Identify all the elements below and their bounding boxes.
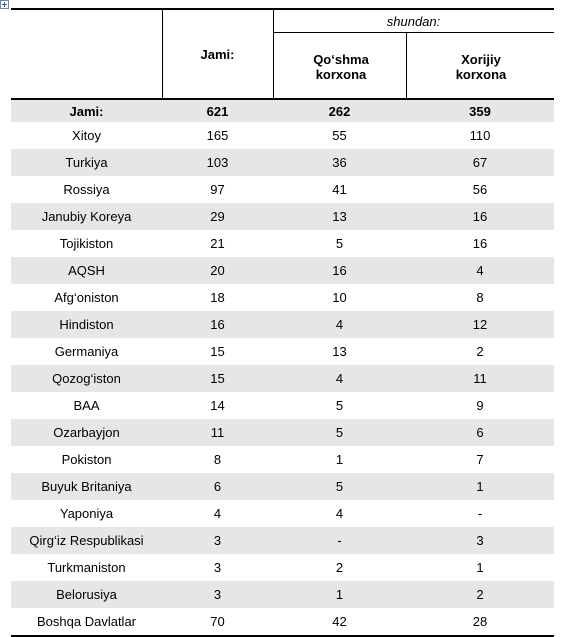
qoshma-cell: 10 bbox=[332, 290, 347, 305]
header-jami: Jami: bbox=[200, 46, 235, 62]
qoshma-cell: 4 bbox=[335, 371, 344, 386]
total-cell: 8 bbox=[213, 452, 222, 467]
xorijiy-cell: 9 bbox=[476, 398, 484, 413]
total-cell: 15 bbox=[210, 371, 225, 386]
header-shundan: shundan: bbox=[386, 13, 441, 29]
xorijiy-cell: 11 bbox=[473, 371, 487, 386]
country-cell: BAA bbox=[73, 398, 100, 413]
table-header bbox=[11, 8, 554, 100]
country-cell: Tojikiston bbox=[59, 236, 114, 251]
table-row bbox=[11, 419, 554, 446]
total-cell: 3 bbox=[213, 533, 222, 548]
country-cell: Germaniya bbox=[54, 344, 119, 359]
xorijiy-cell: 359 bbox=[469, 103, 491, 119]
xorijiy-cell: 7 bbox=[476, 452, 484, 467]
table-row bbox=[11, 365, 554, 392]
total-cell: 97 bbox=[210, 182, 225, 197]
qoshma-cell: 5 bbox=[335, 236, 344, 251]
country-cell: Hindiston bbox=[59, 317, 114, 332]
country-cell: Belorusiya bbox=[56, 587, 117, 602]
country-cell: Janubiy Koreya bbox=[41, 209, 132, 224]
table-row bbox=[11, 446, 554, 473]
total-cell: 14 bbox=[210, 398, 225, 413]
xorijiy-cell: 16 bbox=[472, 209, 488, 224]
qoshma-cell: 1 bbox=[335, 452, 344, 467]
total-cell: 70 bbox=[210, 614, 225, 629]
xorijiy-cell: 67 bbox=[472, 155, 488, 170]
xorijiy-cell: 2 bbox=[476, 587, 484, 602]
country-cell: Yaponiya bbox=[59, 506, 114, 521]
country-cell: AQSH bbox=[68, 263, 105, 278]
total-cell: 3 bbox=[213, 587, 222, 602]
qoshma-cell: - bbox=[337, 533, 342, 548]
country-cell: Pokiston bbox=[61, 452, 112, 467]
country-cell: Jami: bbox=[69, 103, 104, 119]
table-row bbox=[11, 176, 554, 203]
total-cell: 21 bbox=[210, 236, 225, 251]
country-cell: Afg‘oniston bbox=[54, 290, 119, 305]
table-row bbox=[11, 527, 554, 554]
country-cell: Qozog‘iston bbox=[52, 371, 121, 386]
table-total-row bbox=[11, 100, 554, 122]
data-table bbox=[11, 8, 554, 637]
xorijiy-cell: 28 bbox=[472, 614, 488, 629]
country-cell: Ozarbayjon bbox=[53, 425, 120, 440]
qoshma-cell: 4 bbox=[335, 317, 344, 332]
country-cell: Boshqa Davlatlar bbox=[37, 614, 136, 629]
country-cell: Turkmaniston bbox=[47, 560, 126, 575]
xorijiy-cell: 12 bbox=[472, 317, 488, 332]
xorijiy-cell: 1 bbox=[476, 479, 484, 494]
xorijiy-cell: - bbox=[477, 506, 483, 521]
table-row bbox=[11, 122, 554, 149]
table-row bbox=[11, 473, 554, 500]
header-divider bbox=[406, 32, 407, 98]
table-body bbox=[11, 100, 554, 635]
xorijiy-cell: 110 bbox=[469, 128, 491, 143]
qoshma-cell: 42 bbox=[332, 614, 347, 629]
table-row bbox=[11, 257, 554, 284]
xorijiy-cell: 16 bbox=[472, 236, 488, 251]
xorijiy-cell: 8 bbox=[476, 290, 484, 305]
total-cell: 20 bbox=[210, 263, 225, 278]
table-row bbox=[11, 338, 554, 365]
total-cell: 15 bbox=[210, 344, 225, 359]
country-cell: Qirg‘iz Respublikasi bbox=[29, 533, 144, 548]
table-row bbox=[11, 230, 554, 257]
country-cell: Turkiya bbox=[65, 155, 108, 170]
table-move-handle-icon[interactable] bbox=[0, 0, 9, 9]
total-cell: 11 bbox=[210, 425, 225, 440]
table-row bbox=[11, 608, 554, 635]
total-cell: 16 bbox=[210, 317, 225, 332]
table-row bbox=[11, 392, 554, 419]
total-cell: 6 bbox=[213, 479, 222, 494]
table-row bbox=[11, 311, 554, 338]
table-row bbox=[11, 203, 554, 230]
qoshma-cell: 2 bbox=[335, 560, 344, 575]
country-cell: Rossiya bbox=[63, 182, 110, 197]
xorijiy-cell: 2 bbox=[476, 344, 484, 359]
total-cell: 165 bbox=[206, 128, 229, 143]
table-row bbox=[11, 284, 554, 311]
qoshma-cell: 5 bbox=[335, 425, 344, 440]
qoshma-cell: 16 bbox=[332, 263, 347, 278]
xorijiy-cell: 4 bbox=[476, 263, 484, 278]
total-cell: 3 bbox=[213, 560, 222, 575]
table-row bbox=[11, 554, 554, 581]
qoshma-cell: 41 bbox=[332, 182, 347, 197]
qoshma-cell: 13 bbox=[332, 209, 347, 224]
table-row bbox=[11, 500, 554, 527]
xorijiy-cell: 3 bbox=[476, 533, 484, 548]
xorijiy-cell: 1 bbox=[476, 560, 484, 575]
table-row bbox=[11, 581, 554, 608]
country-cell: Xitoy bbox=[72, 128, 101, 143]
header-qoshma-korxona: Qo‘shma korxona bbox=[313, 51, 369, 82]
total-cell: 4 bbox=[213, 506, 222, 521]
total-cell: 621 bbox=[206, 103, 229, 119]
xorijiy-cell: 56 bbox=[472, 182, 488, 197]
total-cell: 29 bbox=[210, 209, 225, 224]
qoshma-cell: 5 bbox=[335, 398, 344, 413]
header-xorijiy-korxona: Xorijiy korxona bbox=[455, 51, 507, 82]
qoshma-cell: 4 bbox=[335, 506, 344, 521]
qoshma-cell: 36 bbox=[332, 155, 347, 170]
qoshma-cell: 5 bbox=[335, 479, 344, 494]
xorijiy-cell: 6 bbox=[476, 425, 484, 440]
qoshma-cell: 13 bbox=[332, 344, 347, 359]
country-cell: Buyuk Britaniya bbox=[41, 479, 132, 494]
table-row bbox=[11, 149, 554, 176]
qoshma-cell: 55 bbox=[332, 128, 347, 143]
total-cell: 18 bbox=[210, 290, 225, 305]
qoshma-cell: 1 bbox=[335, 587, 344, 602]
qoshma-cell: 262 bbox=[328, 103, 351, 119]
total-cell: 103 bbox=[206, 155, 229, 170]
